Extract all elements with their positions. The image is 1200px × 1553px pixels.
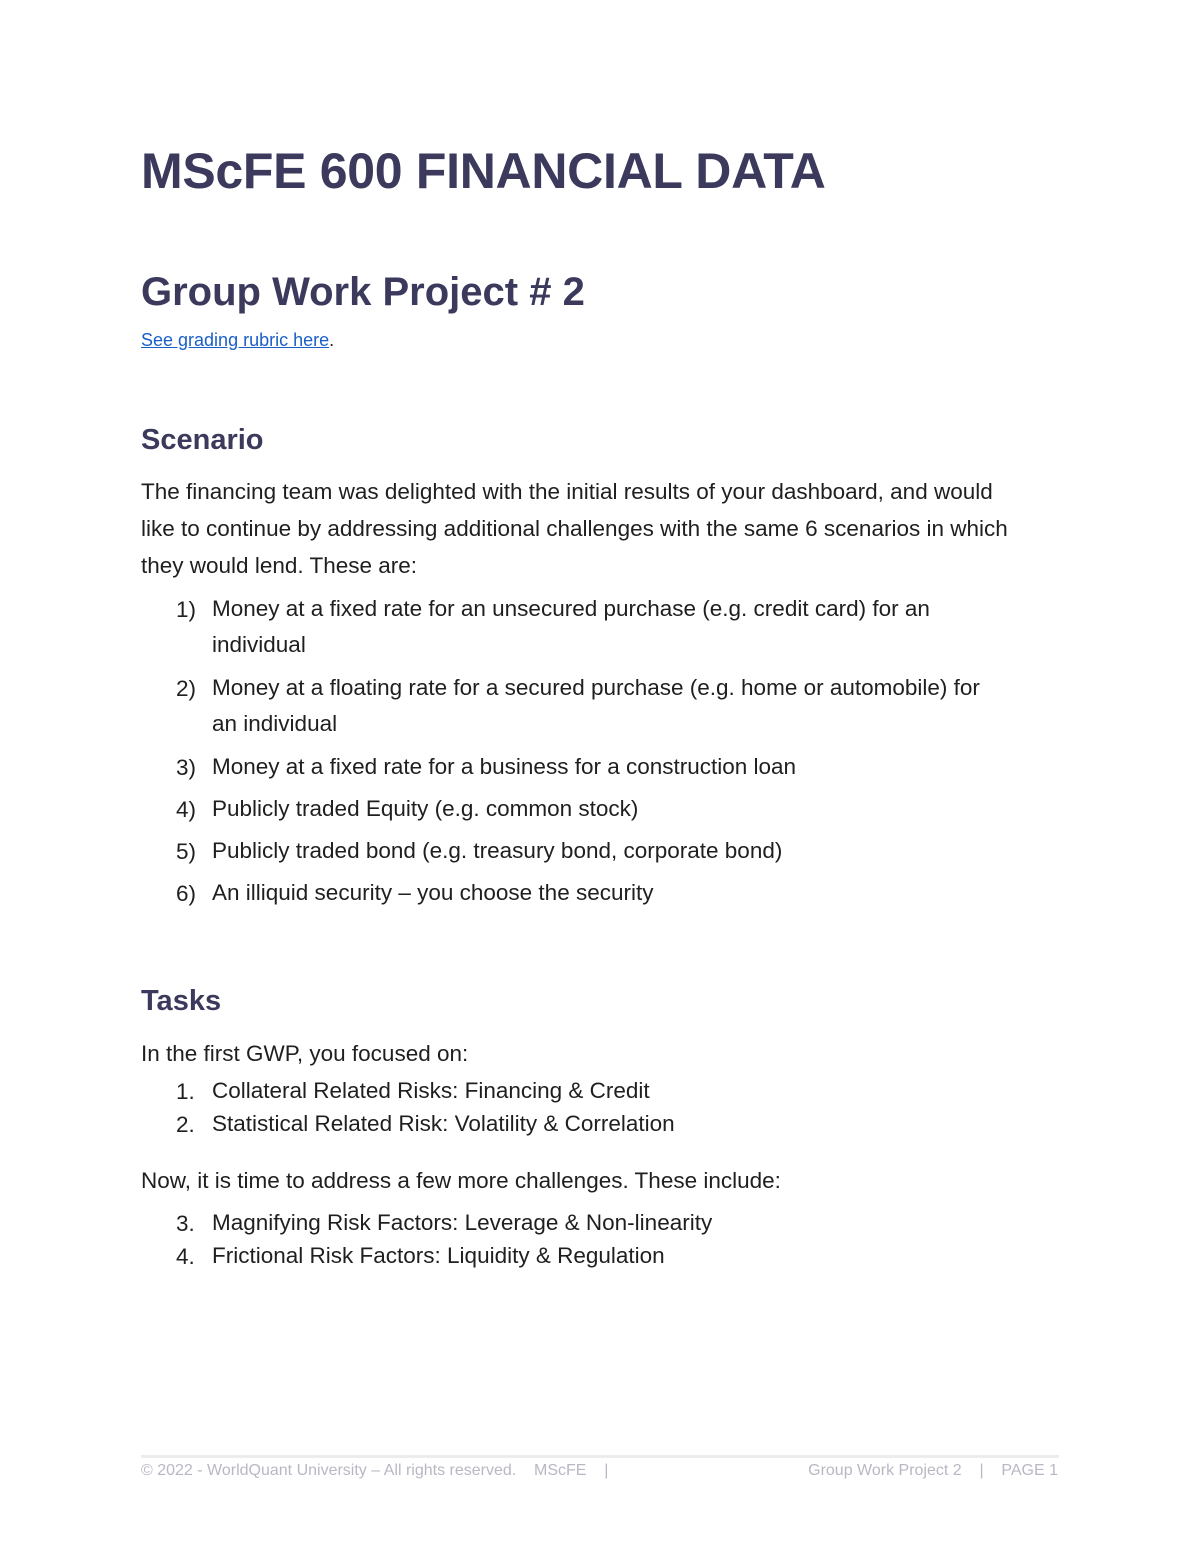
scenario-item-number: 2) — [176, 676, 197, 701]
scenario-item-number: 4) — [176, 797, 197, 822]
footer-page-info: Group Work Project 2 | PAGE 1 — [808, 1462, 1058, 1479]
task-item: Collateral Related Risks: Financing & Credit — [212, 1078, 650, 1103]
rubric-line — [141, 330, 334, 351]
tasks-second-intro: Now, it is time to address a few more challenges. These include: — [141, 1168, 781, 1193]
scenario-item-line: Money at a floating rate for a secured purchase (e.g. home or automobile) for — [212, 675, 980, 700]
scenario-item-number: 6) — [176, 881, 197, 906]
scenario-item — [212, 791, 1052, 827]
task-item: Statistical Related Risk: Volatility & Correlation — [212, 1111, 675, 1136]
scenario-item-number: 5) — [176, 839, 197, 864]
scenario-item — [212, 875, 1052, 911]
scenario-intro-line: The financing team was delighted with the initial results of your dashboard, and would — [141, 479, 993, 504]
scenario-item-line: An illiquid security – you choose the security — [212, 880, 654, 905]
scenario-item-line: Publicly traded Equity (e.g. common stock) — [212, 796, 639, 821]
scenario-intro — [141, 473, 1071, 584]
rubric-period: . — [329, 330, 335, 350]
task-item-number: 3. — [176, 1211, 195, 1236]
footer-divider — [141, 1455, 1059, 1458]
grading-rubric-link[interactable]: See grading rubric here — [141, 330, 330, 350]
scenario-intro-line: like to continue by addressing additional challenges with the same 6 scenarios in which — [141, 516, 1008, 541]
scenario-heading: Scenario — [141, 424, 264, 456]
scenario-item — [212, 749, 1052, 785]
task-item-number: 4. — [176, 1244, 195, 1269]
task-item: Frictional Risk Factors: Liquidity & Regulation — [212, 1243, 665, 1268]
scenario-item-number: 1) — [176, 597, 197, 622]
footer-copyright: © 2022 - WorldQuant University – All rights reserved. MScFE | — [141, 1462, 609, 1479]
scenario-item — [212, 591, 1052, 663]
scenario-item — [212, 670, 1052, 742]
scenario-item-line: Publicly traded bond (e.g. treasury bond, corporate bond) — [212, 838, 783, 863]
document-title: MScFE 600 FINANCIAL DATA — [141, 143, 826, 199]
scenario-item-line: individual — [212, 632, 306, 657]
task-item: Magnifying Risk Factors: Leverage & Non-linearity — [212, 1210, 713, 1235]
scenario-item-line: Money at a fixed rate for a business for a construction loan — [212, 754, 797, 779]
scenario-item — [212, 833, 1052, 869]
tasks-first-intro: In the first GWP, you focused on: — [141, 1041, 469, 1066]
scenario-item-line: an individual — [212, 711, 338, 736]
scenario-item-line: Money at a fixed rate for an unsecured purchase (e.g. credit card) for an — [212, 596, 930, 621]
tasks-heading: Tasks — [141, 985, 222, 1017]
scenario-intro-line: they would lend. These are: — [141, 553, 418, 578]
task-item-number: 1. — [176, 1079, 195, 1104]
scenario-item-number: 3) — [176, 755, 197, 780]
document-subtitle: Group Work Project # 2 — [141, 270, 585, 314]
task-item-number: 2. — [176, 1112, 195, 1137]
